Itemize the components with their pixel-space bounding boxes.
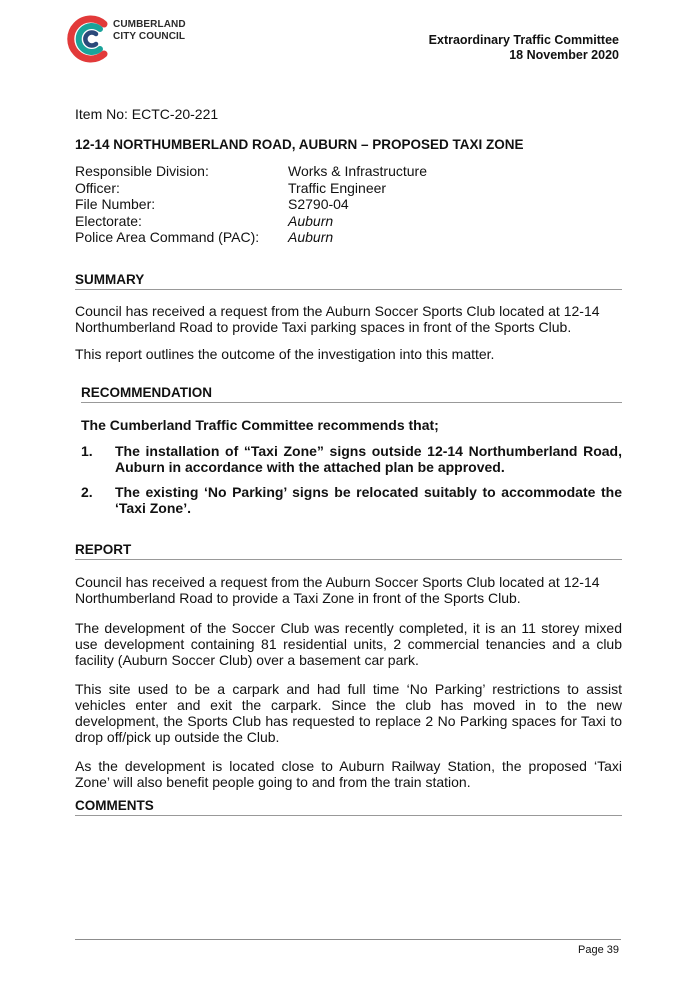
summary-paragraph: Council has received a request from the Auburn Soccer Sports Club located at 12-14 Northumberland Road to provide Taxi parking spaces in front of the Sports Club. [75, 302, 600, 335]
meta-value: Auburn [288, 212, 334, 229]
recommendation-number: 1. [81, 442, 93, 459]
meta-row-file-number [75, 196, 622, 213]
footer-divider [75, 939, 621, 940]
comments-heading: COMMENTS [75, 798, 622, 816]
recommendation-section [81, 385, 622, 516]
recommendation-number: 2. [81, 483, 93, 500]
meta-row-officer [75, 180, 622, 197]
council-logo [66, 12, 196, 66]
council-logo-mark-icon [66, 12, 112, 66]
recommendation-intro: The Cumberland Traffic Committee recommends that; [81, 416, 439, 433]
document-header [429, 33, 619, 63]
logo-text-line1: CUMBERLAND [113, 19, 186, 30]
report-paragraph: As the development is located close to Auburn Railway Station, the proposed ‘Taxi Zone’ will also benefit people going to and from the train station. [75, 757, 622, 790]
meta-row-pac [75, 229, 622, 246]
meta-label: Responsible Division: [75, 163, 209, 179]
summary-paragraph: This report outlines the outcome of the investigation into this matter. [75, 345, 495, 362]
recommendation-item [81, 443, 622, 475]
meta-row-electorate [75, 213, 622, 230]
meta-label: Officer: [75, 179, 120, 196]
recommendation-item [81, 484, 622, 516]
meta-label: Police Area Command (PAC): [75, 229, 260, 245]
item-number: Item No: ECTC-20-221 [75, 106, 219, 122]
recommendation-heading: RECOMMENDATION [81, 385, 622, 403]
summary-heading: SUMMARY [75, 272, 622, 290]
report-paragraph: The development of the Soccer Club was recently completed, it is an 11 storey mixed use development containing 81 residential units, 2 commercial tenancies and a club facility (Auburn Soccer Club) over a basement car park. [75, 619, 622, 668]
recommendation-text: The existing ‘No Parking’ signs be relocated suitably to accommodate the ‘Taxi Zone’. [115, 483, 622, 516]
recommendation-list [81, 443, 622, 516]
page-number: Page 39 [578, 944, 619, 956]
meta-value: S2790-04 [288, 196, 349, 212]
recommendation-text: The installation of “Taxi Zone” signs outside 12-14 Northumberland Road, Auburn in accordance with the attached plan be approved. [115, 442, 622, 475]
report-paragraph: Council has received a request from the Auburn Soccer Sports Club located at 12-14 Northumberland Road to provide a Taxi Zone in front of the Sports Club. [75, 573, 600, 606]
meta-value: Traffic Engineer [288, 179, 387, 196]
meta-row-division [75, 163, 622, 180]
item-title: 12-14 NORTHUMBERLAND ROAD, AUBURN – PROPOSED TAXI ZONE [75, 137, 524, 152]
council-logo-text [113, 19, 186, 43]
report-metadata [75, 163, 622, 246]
report-heading: REPORT [75, 542, 622, 560]
committee-name: Extraordinary Traffic Committee [428, 33, 619, 47]
meta-label: Electorate: [75, 212, 142, 229]
meta-value: Auburn [288, 229, 334, 245]
report-paragraph: This site used to be a carpark and had full time ‘No Parking’ restrictions to assist vehicles enter and exit the carpark. Since the club has moved in to the new development, the Sports Club has requested to replace 2 No Parking spaces for Taxi to drop off/pick up outside the Club. [75, 680, 622, 745]
report-body [75, 106, 622, 816]
meta-label: File Number: [75, 196, 156, 212]
logo-text-line2: CITY COUNCIL [113, 31, 186, 42]
meeting-date: 18 November 2020 [509, 48, 619, 62]
meta-value: Works & Infrastructure [288, 163, 428, 179]
